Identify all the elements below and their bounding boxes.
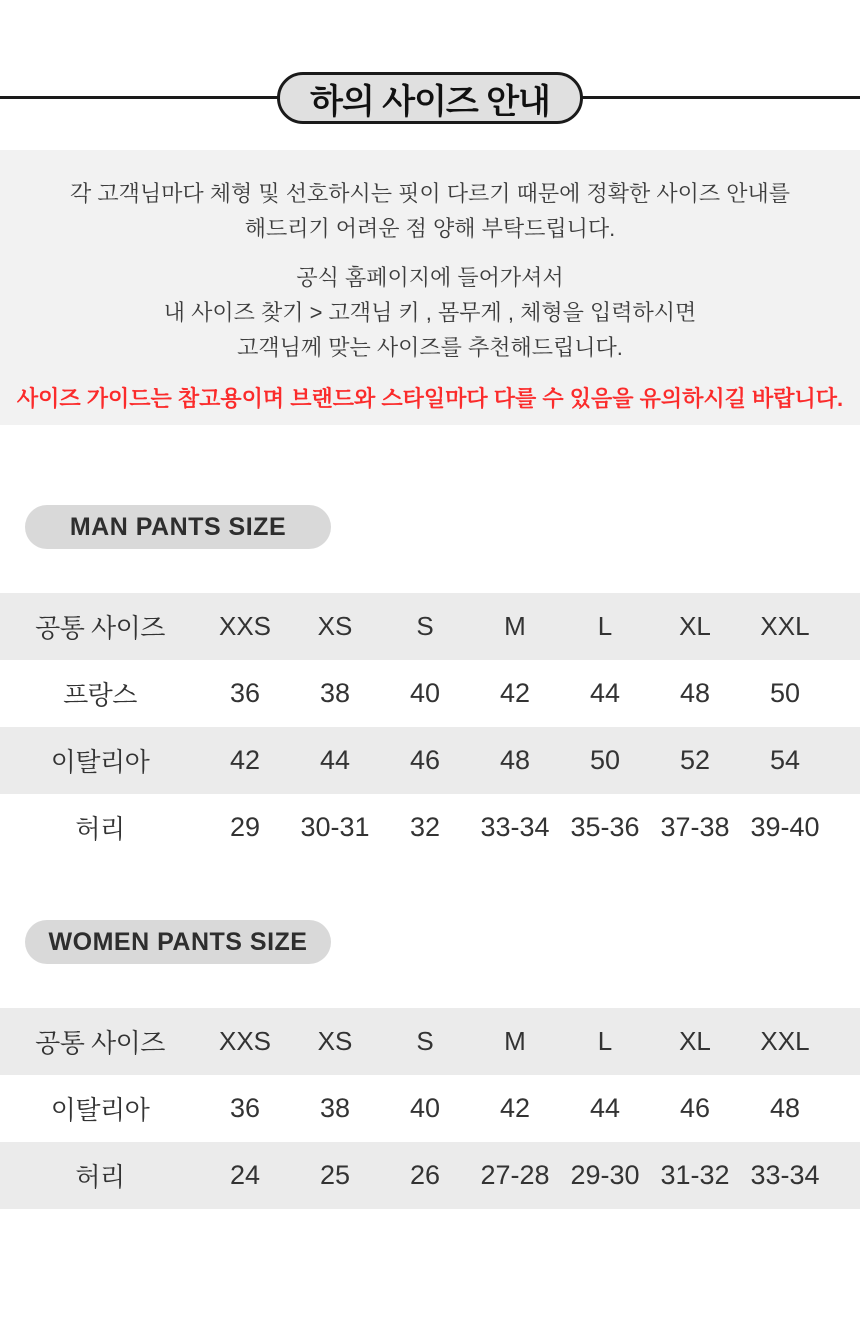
size-value: 26 [409, 1160, 441, 1190]
column-header: XL [679, 611, 711, 641]
size-value: 24 [229, 1160, 261, 1190]
size-value: 31-32 [660, 1160, 730, 1190]
size-value: 30-31 [300, 812, 370, 842]
size-value: 33-34 [480, 812, 550, 842]
column-header: M [504, 1026, 526, 1056]
men-section-label: MAN PANTS SIZE [69, 512, 287, 541]
column-header: XXL [760, 1026, 810, 1056]
women-section-header [25, 920, 331, 964]
column-header: S [416, 611, 434, 641]
column-header: M [504, 611, 526, 641]
size-value: 46 [409, 745, 441, 775]
men-row-waist [0, 794, 860, 861]
title-band [0, 0, 860, 150]
size-value: 48 [679, 678, 711, 708]
size-value: 46 [679, 1093, 711, 1123]
women-section-label: WOMEN PANTS SIZE [48, 927, 308, 956]
women-size-table [0, 1008, 860, 1209]
size-value: 29-30 [570, 1160, 640, 1190]
notice-line: 공식 홈페이지에 들어가셔서 [296, 265, 564, 290]
notice-line: 고객님께 맞는 사이즈를 추천해드립니다. [237, 335, 623, 360]
size-value: 42 [499, 678, 531, 708]
column-header: 공통 사이즈 [35, 1028, 165, 1058]
column-header: XS [317, 1026, 353, 1056]
notice-box [0, 150, 860, 425]
women-table-header-row [0, 1008, 860, 1075]
size-value: 44 [589, 678, 621, 708]
notice-paragraph-2 [0, 260, 860, 365]
notice-line: 내 사이즈 찾기 > 고객님 키 , 몸무게 , 체형을 입력하시면 [163, 300, 697, 325]
size-value: 50 [769, 678, 801, 708]
men-section-header [25, 505, 331, 549]
size-value: 37-38 [660, 812, 730, 842]
row-label: 프랑스 [63, 680, 137, 710]
size-value: 32 [409, 812, 441, 842]
size-value: 33-34 [750, 1160, 820, 1190]
size-value: 29 [229, 812, 261, 842]
women-row-italy [0, 1075, 860, 1142]
size-value: 48 [769, 1093, 801, 1123]
size-value: 25 [319, 1160, 351, 1190]
page-title [277, 72, 583, 124]
page-title-text: 하의 사이즈 안내 [310, 82, 550, 121]
size-guide-warning: 사이즈 가이드는 참고용이며 브랜드와 스타일마다 다를 수 있음을 유의하시길 바랍니다. [16, 386, 844, 411]
men-size-table [0, 593, 860, 861]
women-row-waist [0, 1142, 860, 1209]
size-value: 50 [589, 745, 621, 775]
men-row-italy [0, 727, 860, 794]
notice-line: 해드리기 어려운 점 양해 부탁드립니다. [244, 216, 616, 241]
size-value: 42 [499, 1093, 531, 1123]
column-header: XXS [218, 1026, 272, 1056]
column-header: XL [679, 1026, 711, 1056]
column-header: 공통 사이즈 [35, 613, 165, 643]
row-label: 이탈리아 [50, 747, 150, 777]
row-label: 허리 [75, 1162, 125, 1192]
size-value: 38 [319, 1093, 351, 1123]
notice-line: 각 고객님마다 체형 및 선호하시는 핏이 다르기 때문에 정확한 사이즈 안내를 [70, 181, 790, 206]
men-row-france [0, 660, 860, 727]
size-value: 27-28 [480, 1160, 550, 1190]
size-value: 35-36 [570, 812, 640, 842]
column-header: L [597, 611, 613, 641]
notice-paragraph-1 [0, 176, 860, 246]
size-value: 44 [319, 745, 351, 775]
column-header: XXS [218, 611, 272, 641]
size-value: 40 [409, 678, 441, 708]
size-value: 48 [499, 745, 531, 775]
column-header: S [416, 1026, 434, 1056]
row-label: 이탈리아 [50, 1095, 150, 1125]
size-value: 54 [769, 745, 801, 775]
size-value: 42 [229, 745, 261, 775]
row-label: 허리 [75, 814, 125, 844]
column-header: L [597, 1026, 613, 1056]
size-value: 38 [319, 678, 351, 708]
size-value: 36 [229, 678, 261, 708]
column-header: XXL [760, 611, 810, 641]
size-value: 40 [409, 1093, 441, 1123]
size-value: 39-40 [750, 812, 820, 842]
men-table-header-row [0, 593, 860, 660]
size-value: 44 [589, 1093, 621, 1123]
size-value: 52 [679, 745, 711, 775]
size-value: 36 [229, 1093, 261, 1123]
column-header: XS [317, 611, 353, 641]
